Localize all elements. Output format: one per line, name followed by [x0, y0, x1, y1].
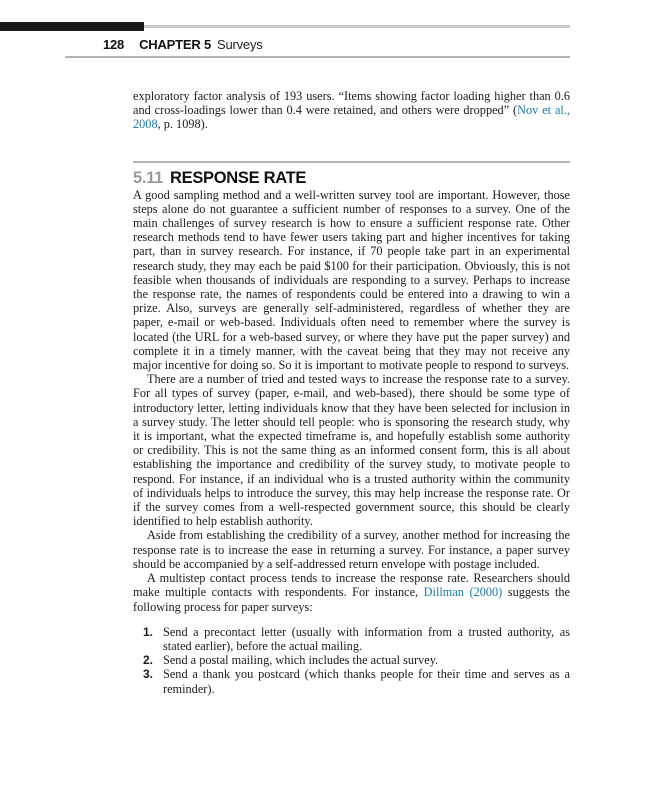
list-item — [133, 625, 570, 653]
header-rule — [65, 56, 570, 58]
citation-link-nov[interactable]: Nov et al., 2008 — [133, 103, 570, 132]
section-heading — [133, 169, 570, 188]
body-paragraph-2: There are a number of tried and tested ways to increase the response rate to a survey. For all types of survey (paper, e-mail, and web-based), there should be some type of introductory letter, letting individuals know that they have been selected for inclusion in a survey study. The letter should tell people: who is sponsoring the research study, why it is important, what the expected timeframe is, and hopefully establish some authority or credibility. This is not the same thing as an informed consent form, this is all about establishing the importance and credibility of the survey study, to motivate people to respond. For instance, if an individual who is a trusted authority within the community of individuals helps to introduce the survey, this may help increase the response rate. Or if the survey comes from a well-respected government source, this should be clearly identified to help establish authority. — [133, 372, 570, 529]
body-paragraph-4 — [133, 571, 570, 614]
numbered-list — [133, 625, 570, 696]
list-item-number: 1. — [143, 624, 154, 639]
list-item-text: Send a postal mailing, which includes the actual survey. — [163, 653, 439, 668]
chapter-title: Surveys — [216, 37, 263, 52]
citation-link-dillman[interactable]: Dillman (2000) — [423, 585, 503, 600]
multistep-text-pre: A multistep contact process tends to increase the response rate. Researchers should make multiple contacts with respondents. For instance, — [133, 571, 570, 600]
section-number: 5.11 — [133, 168, 164, 187]
section-title: RESPONSE RATE — [170, 168, 307, 187]
list-item — [133, 667, 570, 695]
intro-paragraph — [133, 89, 570, 132]
list-item-text: Send a thank you postcard (which thanks people for their time and serves as a reminder). — [163, 667, 570, 696]
running-head — [103, 37, 263, 52]
list-item-number: 2. — [143, 653, 154, 668]
section-rule — [133, 161, 570, 163]
body-paragraph-3: Aside from establishing the credibility of a survey, another method for increasing the response rate is to increase the ease in returning a survey. For instance, a paper survey should be accompanied by a self-addressed return envelope with postage included. — [133, 528, 570, 571]
text-column — [133, 89, 570, 696]
top-gray-line — [144, 25, 570, 28]
intro-text-post: , p. 1098). — [157, 117, 208, 132]
list-item-number: 3. — [143, 667, 154, 682]
list-item — [133, 653, 570, 667]
intro-text-pre: exploratory factor analysis of 193 users. “Items showing factor loading higher than 0.6 and cross-loadings lower than 0.4 were retained, and others were dropped” ( — [133, 89, 570, 118]
list-item-text: Send a precontact letter (usually with information from a trusted authority, as stated earlier), before the actual mailing. — [163, 624, 570, 653]
page-number: 128 — [103, 37, 125, 52]
top-black-bar — [0, 22, 144, 31]
multistep-text-post: suggests the following process for paper surveys: — [133, 585, 570, 614]
chapter-label: CHAPTER 5 — [139, 37, 211, 52]
body-paragraph-1: A good sampling method and a well-written survey tool are important. However, those steps alone do not guarantee a sufficient number of responses to a survey. One of the main challenges of survey research is how to ensure a sufficient response rate. Other research methods tend to have fewer users taking part and higher incentives for taking part, than in survey research. For instance, if 70 people take part in an experimental research study, they may each be paid $100 for their participation. Obviously, this is not feasible when thousands of individuals are responding to a survey. Perhaps to increase the response rate, the names of respondents could be entered into a drawing to win a prize. Also, surveys are generally self-administered, regardless of whether they are paper, e-mail or web-based. Individuals often need to remember where the survey is located (the URL for a web-based survey, or where they have put the paper survey) and complete it in a timely manner, with the caveat being that they may not receive any major incentive for doing so. So it is important to motivate people to respond to surveys. — [133, 187, 570, 373]
